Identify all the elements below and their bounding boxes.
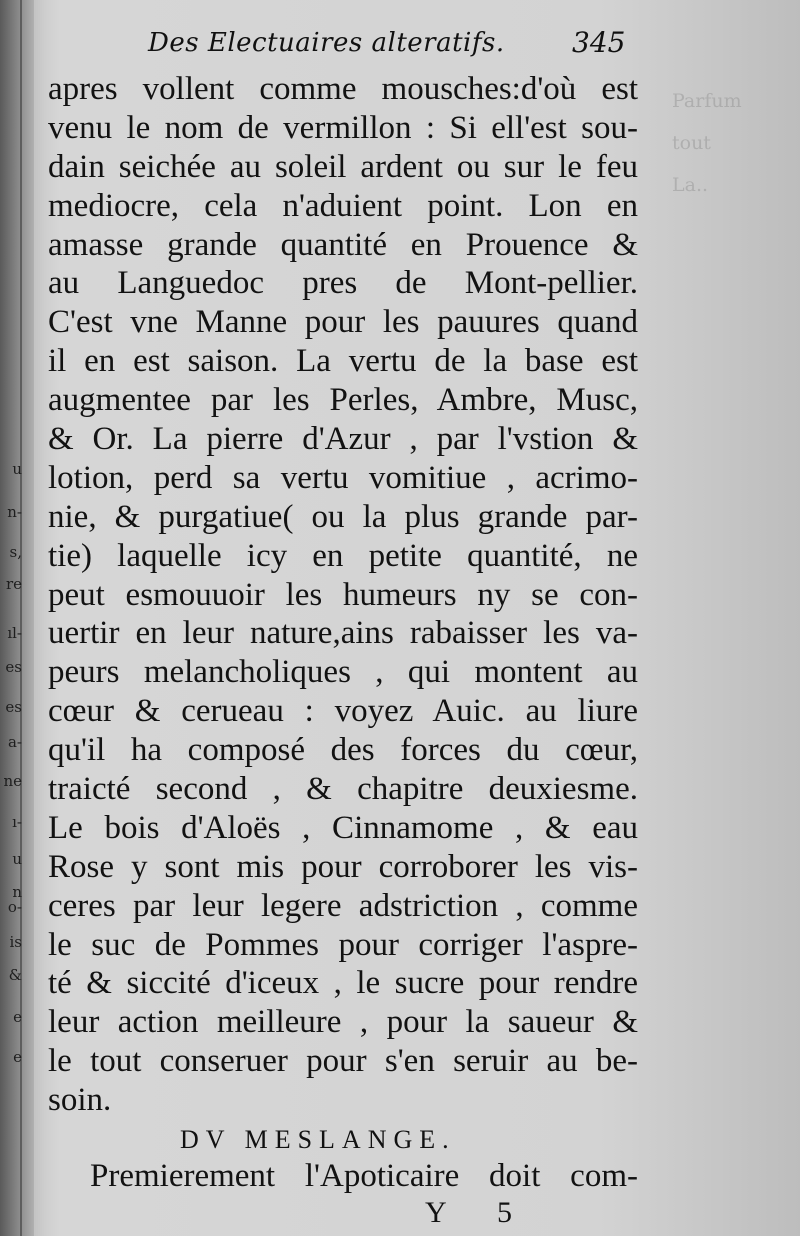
text-line: peurs melancholiques , qui montent au (48, 654, 638, 691)
text-line: augmentee par les Perles, Ambre, Musc, (48, 382, 638, 419)
text-line: & Or. La pierre d'Azur , par l'vstion & (48, 421, 638, 458)
text-line: amasse grande quantité en Prouence & (48, 226, 638, 263)
text-line: leur action meilleure , pour la saueur & (48, 1004, 638, 1041)
text-line: Rose y sont mis pour corroborer les vis- (48, 848, 638, 885)
text-line: cœur & cerueau : voyez Auic. au liure (48, 693, 638, 730)
gutter-fragment: e (13, 1048, 22, 1066)
text-line: au Languedoc pres de Mont-pellier. (48, 265, 638, 302)
text-line: uertir en leur nature,ains rabaisser les va- (48, 615, 638, 652)
text-line: té & siccité d'iceux , le sucre pour rendre (48, 965, 638, 1002)
gutter-fragment: es (5, 698, 22, 716)
text-line: peut esmouuoir les humeurs ny se con- (48, 576, 638, 613)
bleed-word: tout (672, 132, 711, 154)
text-line: apres vollent comme mousches:d'où est (48, 71, 638, 107)
text-line: il en est saison. La vertu de la base est (48, 343, 638, 380)
signature-mark: Y 5 (425, 1196, 535, 1229)
gutter-fragment: u (12, 850, 22, 868)
text-line: ceres par leur legere adstriction , comme (48, 887, 638, 924)
gutter-fragment: re (5, 575, 22, 593)
text-line: traicté second , & chapitre deuxiesme. (48, 771, 638, 808)
text-line: venu le nom de vermillon : Si ell'est sou- (48, 109, 638, 146)
gutter-fragment: e (13, 1008, 22, 1026)
text-line: soin. (48, 1082, 112, 1119)
gutter-fragment: n- (7, 503, 22, 521)
gutter-fragment: is (9, 933, 22, 951)
text-line: tie) laquelle icy en petite quantité, ne (48, 537, 638, 574)
section-heading: DV MESLANGE. (180, 1125, 456, 1154)
text-line: mediocre, cela n'aduient point. Lon en (48, 187, 638, 224)
text-line: qu'il ha composé des forces du cœur, (48, 732, 638, 769)
text-line: lotion, perd sa vertu vomitiue , acrimo- (48, 459, 638, 496)
page-number: 345 (572, 26, 626, 59)
gutter-fragment: ıl- (7, 624, 22, 642)
gutter-fragment: a- (7, 733, 22, 751)
bleed-word: La.. (672, 174, 709, 196)
text-line: le suc de Pommes pour corriger l'aspre- (48, 926, 638, 963)
gutter-fragment: u (12, 460, 22, 478)
bleed-through-text (672, 80, 800, 206)
gutter-fragment: ne (3, 772, 22, 790)
section-first-line: Premierement l'Apoticaire doit com- (90, 1158, 638, 1194)
gutter-fragment: s, (9, 543, 22, 561)
text-line: Le bois d'Aloës , Cinnamome , & eau (48, 809, 638, 846)
gutter-fragment: & (8, 966, 22, 984)
text-line: nie, & purgatiue( ou la plus grande par- (48, 498, 638, 535)
text-line: le tout conseruer pour s'en seruir au be- (48, 1043, 638, 1080)
running-title: Des Electuaires alteratifs. (148, 28, 505, 58)
body-text (48, 70, 638, 1120)
bleed-word: Parfum (672, 90, 742, 112)
text-line: dain seichée au soleil ardent ou sur le feu (48, 148, 638, 185)
gutter-fragment: o- (7, 898, 22, 916)
gutter-fragment: n (12, 883, 22, 901)
gutter-fragment: ı- (12, 813, 22, 831)
text-line: C'est vne Manne pour les pauures quand (48, 304, 638, 341)
gutter-fragment: es (5, 658, 22, 676)
